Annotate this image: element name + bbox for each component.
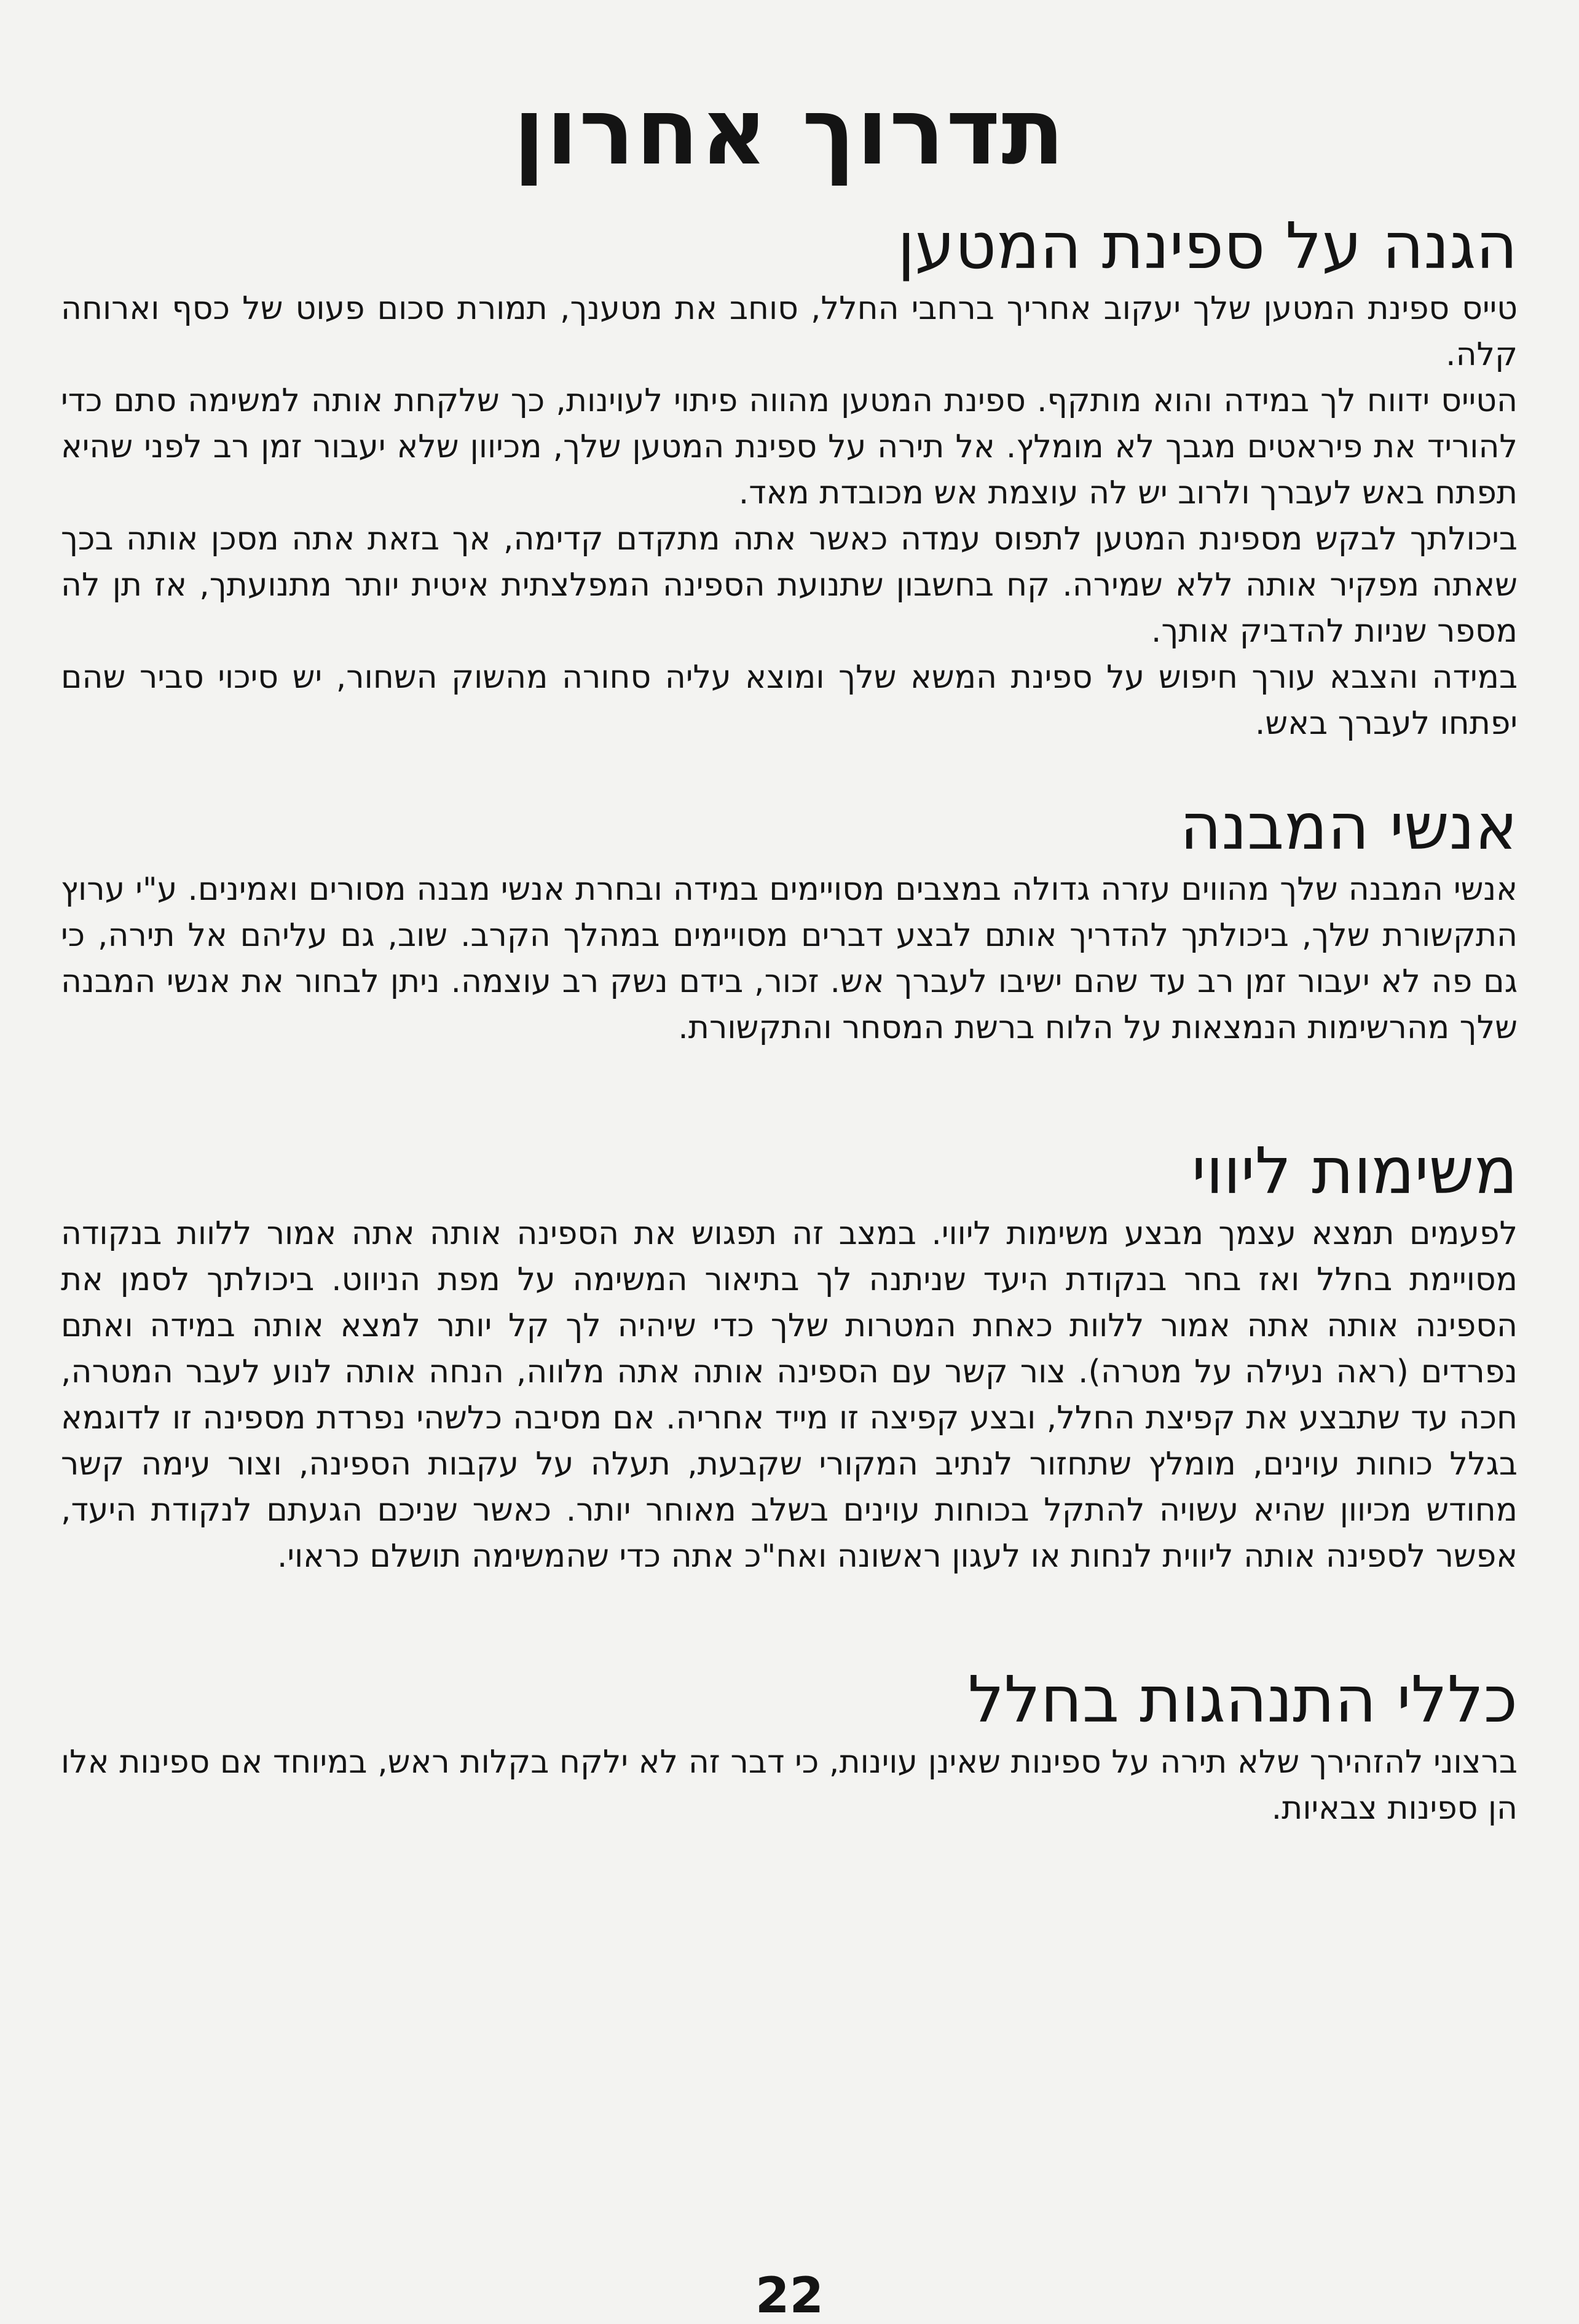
section-heading: הגנה על ספינת המטען	[897, 208, 1518, 283]
section-escort-missions	[61, 1131, 1518, 1580]
paragraph: אנשי המבנה שלך מהווים עזרה גדולה במצבים מסויימים במידה ובחרת אנשי מבנה מסורים ואמינים. ע"י ערוץ התקשורת שלך, ביכולתך להדריך אותם לבצע דברים מסויימים במהלך הקרב. שוב, גם עליהם אל תירה, כי גם פה לא יעבור זמן רב עד שהם ישיבו לעברך אש. זכור, בידם נשק רב עוצמה. ניתן לבחור את אנשי המבנה שלך מהרשימות הנמצאות על הלוח ברשת המסחר והתקשורת.	[61, 871, 1518, 1046]
paragraph: ברצוני להזהירך שלא תירה על ספינות שאינן עוינות, כי דבר זה לא ילקח בקלות ראש, במיוחד אם ספינות אלו הן ספינות צבאיות.	[61, 1744, 1518, 1827]
section-heading: אנשי המבנה	[1179, 789, 1518, 864]
page-title: תדרוך אחרון	[513, 79, 1066, 186]
paragraph: לפעמים תמצא עצמך מבצע משימות ליווי. במצב זה תפגוש את הספינה אותה אתה אמור ללוות בנקודה מסויימת בחלל ואז בחר בנקודת היעד שניתנה לך בתיאור המשימה על מפת הניווט. ביכולתך לסמן את הספינה אותה אתה אמור ללוות כאחת המטרות שלך כדי שיהיה לך קל יותר למצא אותה במידה ואתם נפרדים (ראה נעילה על מטרה). צור קשר עם הספינה אותה אתה מלווה, הנחה אותה לנוע לעבר המטרה, חכה עד שתבצע את קפיצת החלל, ובצע קפיצה זו מייד אחריה. אם מסיבה כלשהי נפרדת מספינה זו לדוגמא בגלל כוחות עוינים, מומלץ שתחזור לנתיב המקורי שקבעת, תעלה על עקבות הספינה, וצור עימה קשר מחודש מכיוון שהיא עשויה להתקל בכוחות עוינים בשלב מאוחר יותר. כאשר שניכם הגעתם לנקודת היעד, אפשר לספינה אותה ליווית לנחות או לעגון ראשונה ואח"כ אתה כדי שהמשימה תושלם כראוי.	[61, 1215, 1518, 1575]
page-number: 22	[755, 2267, 824, 2324]
paragraph: ביכולתך לבקש מספינת המטען לתפוס עמדה כאשר אתה מתקדם קדימה, אך בזאת אתה מסכן אותה בכך שאתה מפקיר אותה ללא שמירה. קח בחשבון שתנועת הספינה המפלצתית איטית יותר מתנועתך, אז תן לה מספר שניות להדביק אותך.	[61, 521, 1518, 650]
section-heading: משימות ליווי	[1191, 1133, 1518, 1208]
section-body	[61, 1211, 1518, 1580]
paragraph: הטייס ידווח לך במידה והוא מותקף. ספינת המטען מהווה פיתוי לעוינות, כך שלקחת אותה למשימה סתם כדי להוריד את פיראטים מגבך לא מומלץ. אל תירה על ספינת המטען שלך, מכיוון שלא יעבור זמן רב לפני שהיא תפתח באש לעברך ולרוב יש לה עוצמת אש מכובדת מאד.	[61, 382, 1518, 511]
section-structure-crew	[61, 787, 1518, 1051]
paragraph: במידה והצבא עורך חיפוש על ספינת המשא שלך ומוצא עליה סחורה מהשוק השחור, יש סיכוי סביר שהם יפתחו לעברך באש.	[61, 659, 1518, 742]
section-body	[61, 1739, 1518, 1832]
section-body	[61, 286, 1518, 747]
section-body	[61, 867, 1518, 1051]
section-space-conduct-rules	[61, 1660, 1518, 1832]
section-cargo-ship-defense	[61, 206, 1518, 747]
section-heading: כללי התנהגות בחלל	[967, 1662, 1518, 1737]
paragraph: טייס ספינת המטען שלך יעקוב אחריך ברחבי החלל, סוחב את מטענך, תמורת סכום פעוט של כסף וארוחה קלה.	[61, 290, 1518, 373]
